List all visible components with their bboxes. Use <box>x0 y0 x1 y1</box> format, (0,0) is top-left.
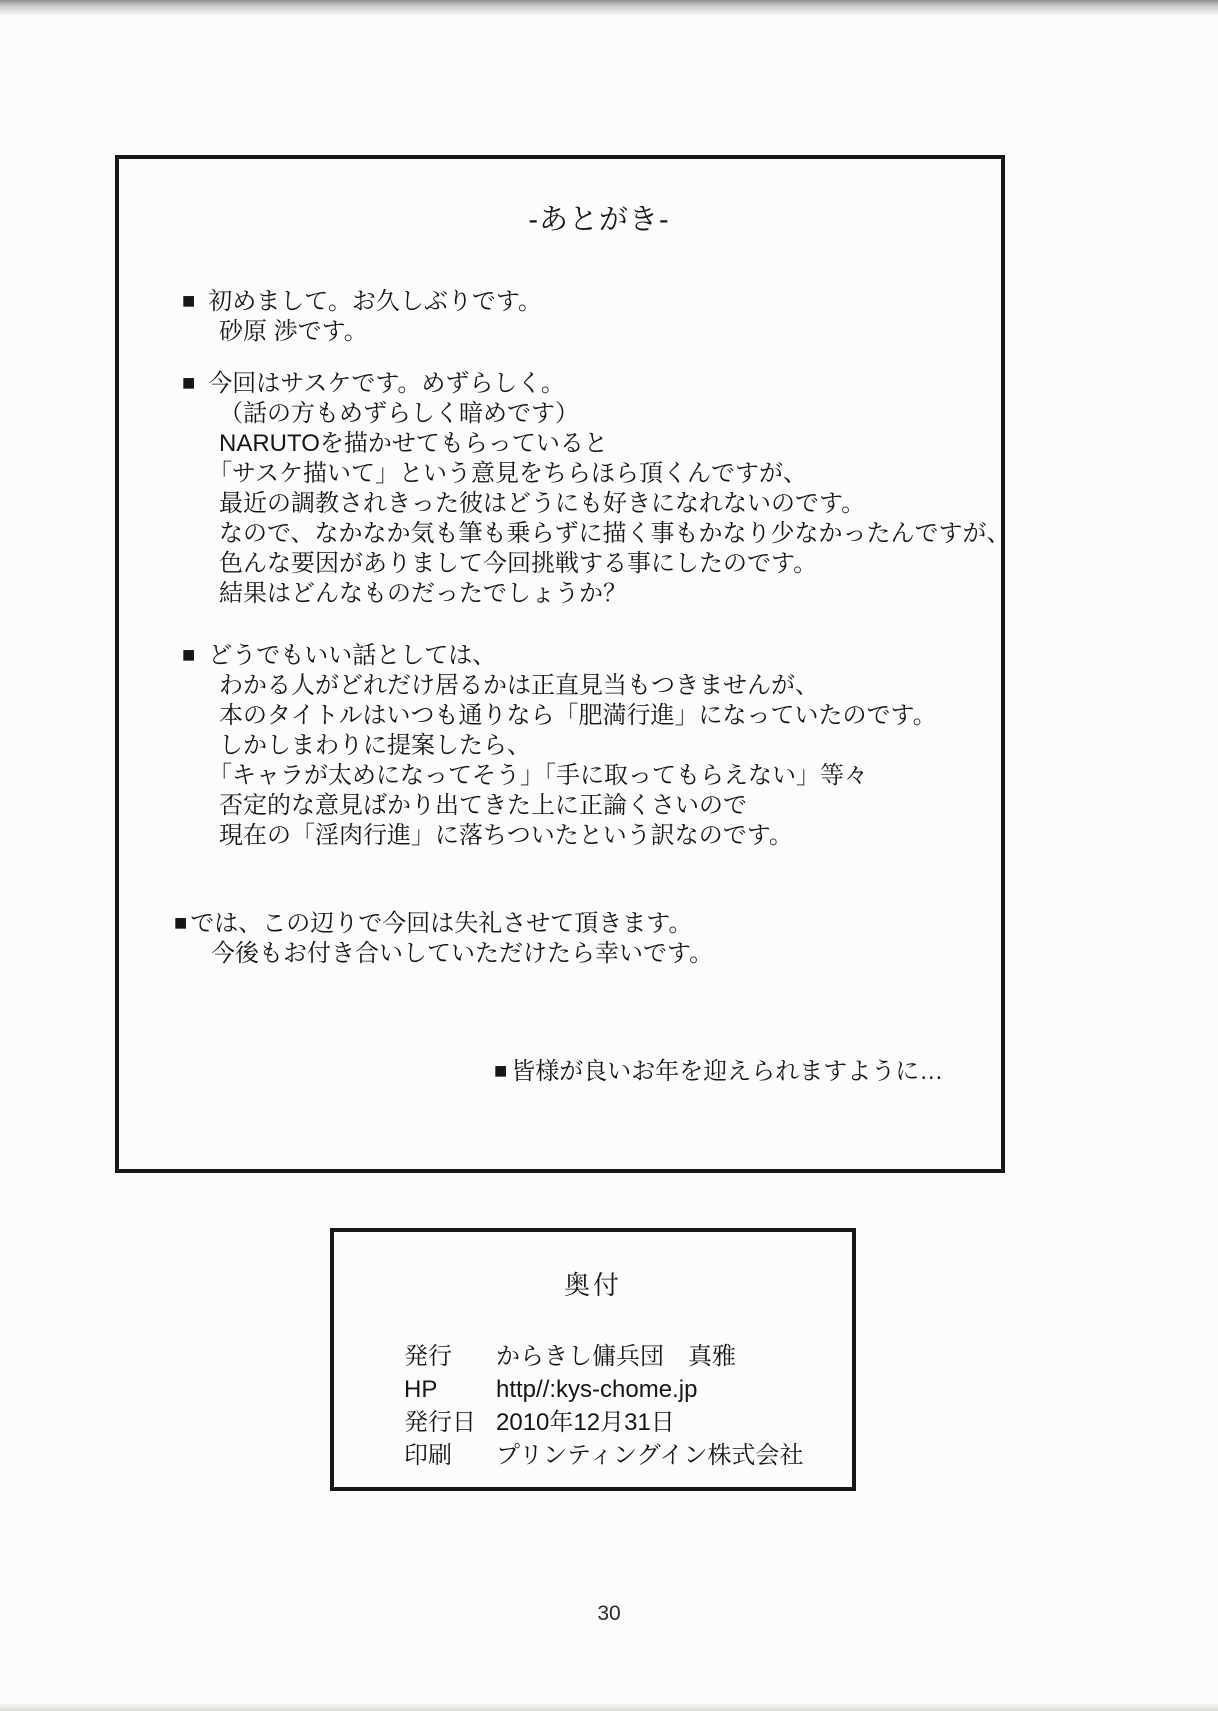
colophon-row-homepage <box>404 1373 852 1406</box>
colophon-value: からきし傭兵団 真雅 <box>496 1343 736 1370</box>
text-line: （話の方もめずらしく暗めです） <box>219 400 579 427</box>
text-line: 「サスケ描いて」という意見をちらほら頂くんですが、 <box>208 460 808 487</box>
text-line: 本のタイトルはいつも通りなら「肥満行進」になっていたのです。 <box>219 702 937 729</box>
text-line: 現在の「淫肉行進」に落ちついたという訳なのです。 <box>219 822 793 849</box>
colophon-label: 発行日 <box>404 1409 476 1436</box>
colophon-box <box>330 1228 856 1491</box>
bullet-square-icon: ■ <box>182 370 196 395</box>
colophon-row-publish-date <box>404 1406 852 1439</box>
text-line: しかしまわりに提案したら、 <box>219 732 531 759</box>
bullet-square-icon: ■ <box>182 288 196 313</box>
bullet-square-icon: ■ <box>182 642 196 667</box>
text-line: なので、なかなか気も筆も乗らずに描く事もかなり少なかったんですが、 <box>219 520 1011 547</box>
text-line: 色んな要因がありまして今回挑戦する事にしたのです。 <box>219 550 818 577</box>
text-line: 砂原 渉です。 <box>219 318 368 345</box>
colophon-title: 奥付 <box>563 1270 622 1300</box>
colophon-label: 発行 <box>404 1343 452 1370</box>
colophon-row-printer <box>404 1439 852 1472</box>
colophon-rows <box>404 1340 852 1472</box>
text-line: 「キャラが太めになってそう」「手に取ってもらえない」等々 <box>208 762 868 789</box>
colophon-row-publisher <box>404 1340 852 1373</box>
text-line: 結果はどんなものだったでしょうか？ <box>219 580 627 607</box>
text-line: 否定的な意見ばかり出てきた上に正論くさいので <box>219 792 747 819</box>
afterword-closing <box>494 1051 943 1086</box>
text-line <box>174 909 713 939</box>
afterword-block-farewell <box>174 909 713 969</box>
text-line: 今後もお付き合いしていただけたら幸いです。 <box>211 940 714 967</box>
colophon-value: 2010年12月31日 <box>496 1409 675 1436</box>
text-line <box>182 641 937 671</box>
colophon-label: 印刷 <box>404 1442 452 1469</box>
colophon-label: HP <box>404 1376 438 1403</box>
afterword-block-title-story <box>182 641 937 851</box>
text-line: わかる人がどれだけ居るかは正直見当もつきませんが、 <box>219 672 819 699</box>
scan-artifact-top <box>0 0 1218 16</box>
scan-artifact-bottom <box>0 1703 1218 1711</box>
text-line: では、この辺りで今回は失礼させて頂きます。 <box>190 910 693 937</box>
afterword-block-sasuke <box>182 369 1011 609</box>
bullet-square-icon: ■ <box>494 1058 508 1083</box>
text-line: 最近の調教されきった彼はどうにも好きになれないのです。 <box>219 490 866 517</box>
colophon-value: http//:kys-chome.jp <box>496 1376 698 1403</box>
text-line: 初めまして。お久しぶりです。 <box>208 288 542 315</box>
text-line: どうでもいい話としては、 <box>208 642 497 669</box>
colophon-value: プリンティングイン株式会社 <box>496 1442 804 1469</box>
page-number: 30 <box>597 1602 621 1625</box>
bullet-square-icon: ■ <box>174 910 188 935</box>
closing-text: 皆様が良いお年を迎えられますように… <box>511 1058 944 1085</box>
afterword-block-intro <box>182 287 542 347</box>
text-line: 今回はサスケです。めずらしく。 <box>208 370 565 397</box>
afterword-title: -あとがき- <box>528 204 670 236</box>
text-line <box>182 369 1011 399</box>
text-line: NARUTOを描かせてもらっていると <box>219 430 608 457</box>
afterword-box <box>115 155 1011 1173</box>
text-line <box>182 287 542 317</box>
